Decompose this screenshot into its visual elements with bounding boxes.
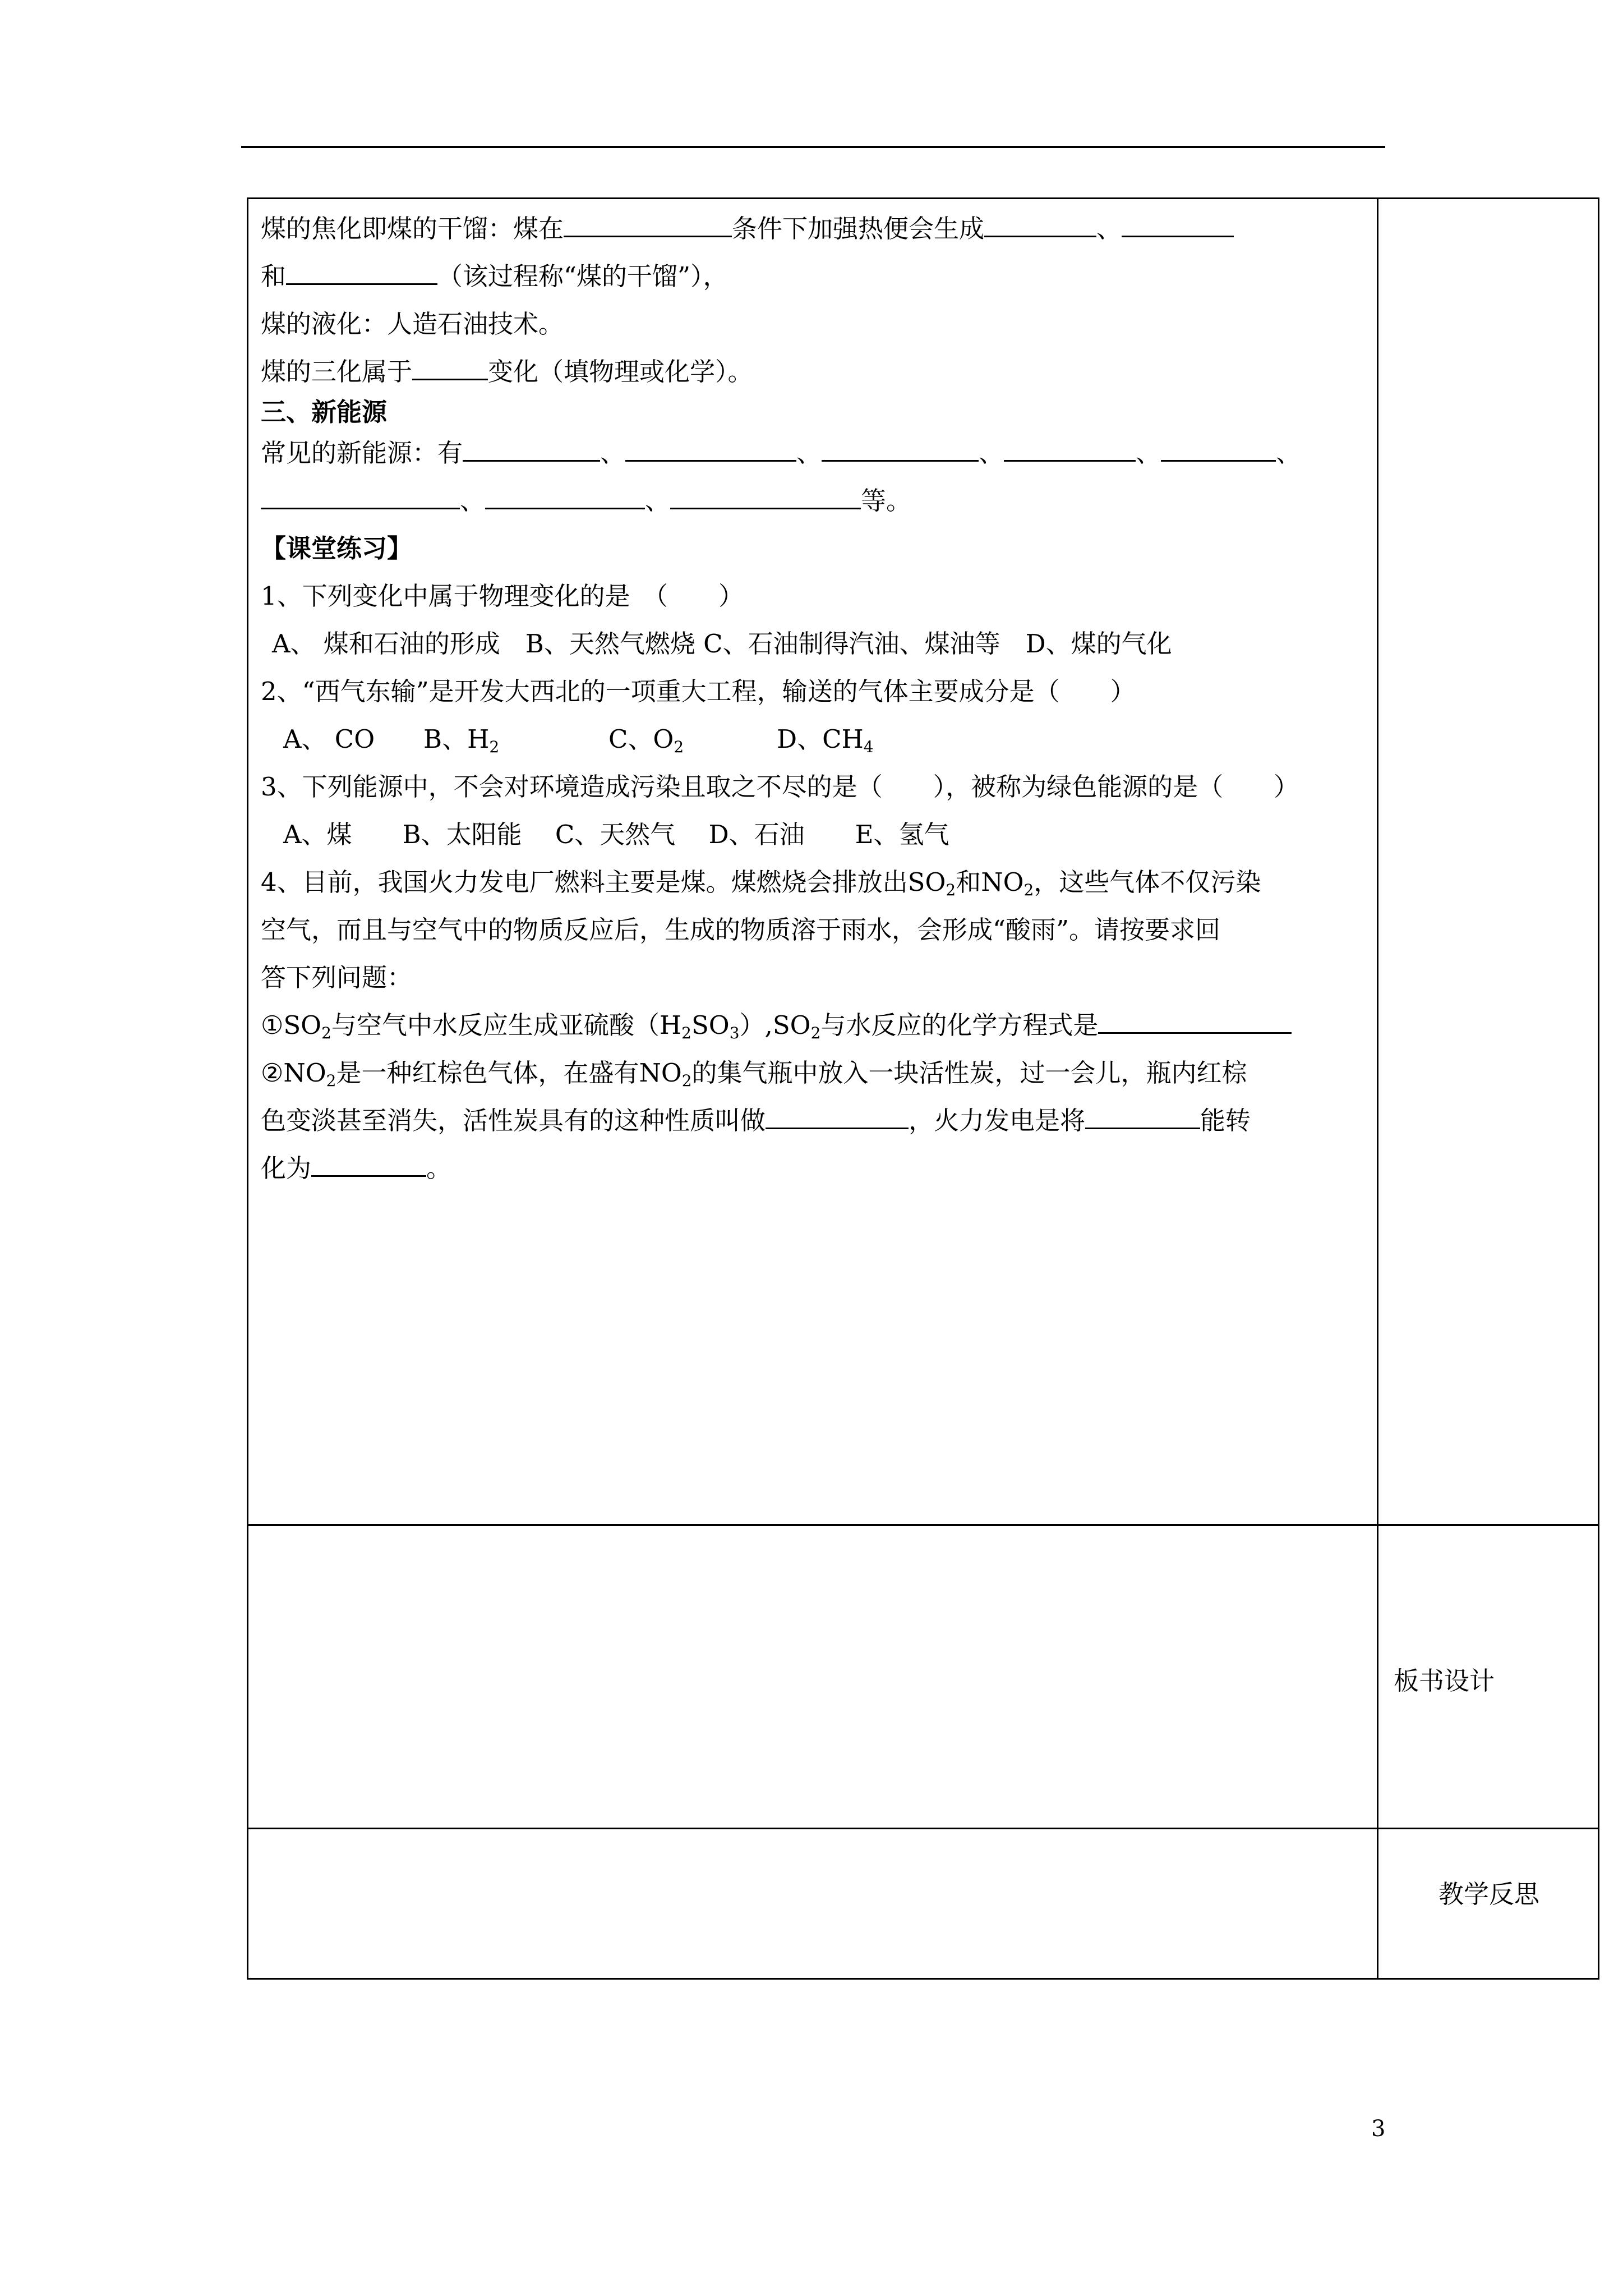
question-2-stem: 2、“西气东输”是开发大西北的一项重大工程，输送的气体主要成分是（ ） bbox=[261, 677, 1136, 706]
question-1-options: A、 煤和石油的形成 B、天然气燃烧 C、石油制得汽油、煤油等 D、煤的气化 bbox=[272, 629, 1172, 659]
worksheet-content bbox=[261, 205, 1368, 1192]
coking-line-1: 煤的焦化即煤的干馏：煤在 条件下加强热便会生成 、 bbox=[261, 205, 1368, 252]
new-energy-line-1: 常见的新能源：有 、 、 、 、 、 bbox=[261, 438, 1302, 468]
answer-blank[interactable] bbox=[1098, 1010, 1292, 1034]
answer-blank[interactable] bbox=[670, 485, 861, 510]
page-number: 3 bbox=[1371, 2116, 1386, 2142]
answer-blank[interactable] bbox=[766, 1105, 909, 1130]
question-2-options: A、 CO B、$H_2$ C、$O_2$ D、$CH_4$ bbox=[283, 724, 874, 756]
reflection-cell bbox=[247, 1828, 1378, 1980]
answer-blank[interactable] bbox=[625, 438, 796, 462]
answer-blank[interactable] bbox=[412, 356, 488, 381]
reflection-label: 教学反思 bbox=[1438, 1879, 1540, 1909]
answer-blank[interactable] bbox=[485, 485, 645, 510]
answer-blank[interactable] bbox=[822, 438, 979, 462]
answer-blank[interactable] bbox=[1004, 438, 1136, 462]
answer-blank[interactable] bbox=[261, 485, 460, 510]
liquefaction-line: 煤的液化：人造石油技术。 bbox=[261, 309, 564, 339]
answer-blank[interactable] bbox=[1161, 438, 1276, 462]
side-cell bbox=[1377, 197, 1599, 1526]
board-design-label: 板书设计 bbox=[1394, 1666, 1495, 1696]
question-3-options: A、煤 B、太阳能 C、天然气 D、石油 E、氢气 bbox=[283, 820, 949, 849]
question-4-line-3: 答下列问题： bbox=[261, 963, 413, 992]
answer-blank[interactable] bbox=[311, 1153, 426, 1177]
practice-title: 【课堂练习】 bbox=[261, 533, 413, 563]
three-change-line: 煤的三化属于 变化（填物理或化学）。 bbox=[261, 357, 753, 386]
question-4-line-2: 空气，而且与空气中的物质反应后，生成的物质溶于雨水，会形成“酸雨”。请按要求回 bbox=[261, 915, 1221, 945]
coking-line-2: 和 （该过程称“煤的干馏”）， bbox=[261, 261, 728, 291]
header-rule bbox=[241, 146, 1385, 148]
question-4-sub-2-line-1: $②NO_2$是一种红棕色气体，在盛有$NO_2$的集气瓶中放入一块活性炭，过一会儿，瓶内红棕 bbox=[261, 1058, 1247, 1090]
question-3-stem: 3、下列能源中，不会对环境造成污染且取之不尽的是（ ），被称为绿色能源的是（ ） bbox=[261, 772, 1299, 802]
answer-blank[interactable] bbox=[1122, 213, 1234, 238]
question-4-sub-1: $①SO_2$与空气中水反应生成亚硫酸$(H_2SO_3),SO_2$与水反应的化学方程式是 bbox=[261, 1001, 1368, 1049]
answer-blank[interactable] bbox=[286, 261, 437, 286]
question-1-stem: 1、下列变化中属于物理变化的是 （ ） bbox=[261, 581, 744, 611]
new-energy-line-2: 、 、 等。 bbox=[261, 477, 1368, 524]
answer-blank[interactable] bbox=[1085, 1105, 1200, 1130]
board-design-cell bbox=[247, 1524, 1378, 1829]
answer-blank[interactable] bbox=[463, 438, 600, 462]
answer-blank[interactable] bbox=[564, 213, 732, 238]
question-4-line-1: 4、目前，我国火力发电厂燃料主要是煤。煤燃烧会排放出$SO_2$和$NO_2$，这些气体不仅污染 bbox=[261, 867, 1261, 899]
section-title: 三、新能源 bbox=[261, 397, 388, 427]
answer-blank[interactable] bbox=[984, 213, 1096, 238]
question-4-sub-2-line-2: 色变淡甚至消失，活性炭具有的这种性质叫做 ，火力发电是将 能转 bbox=[261, 1106, 1251, 1135]
question-4-sub-2-line-3: 化为 。 bbox=[261, 1153, 452, 1183]
